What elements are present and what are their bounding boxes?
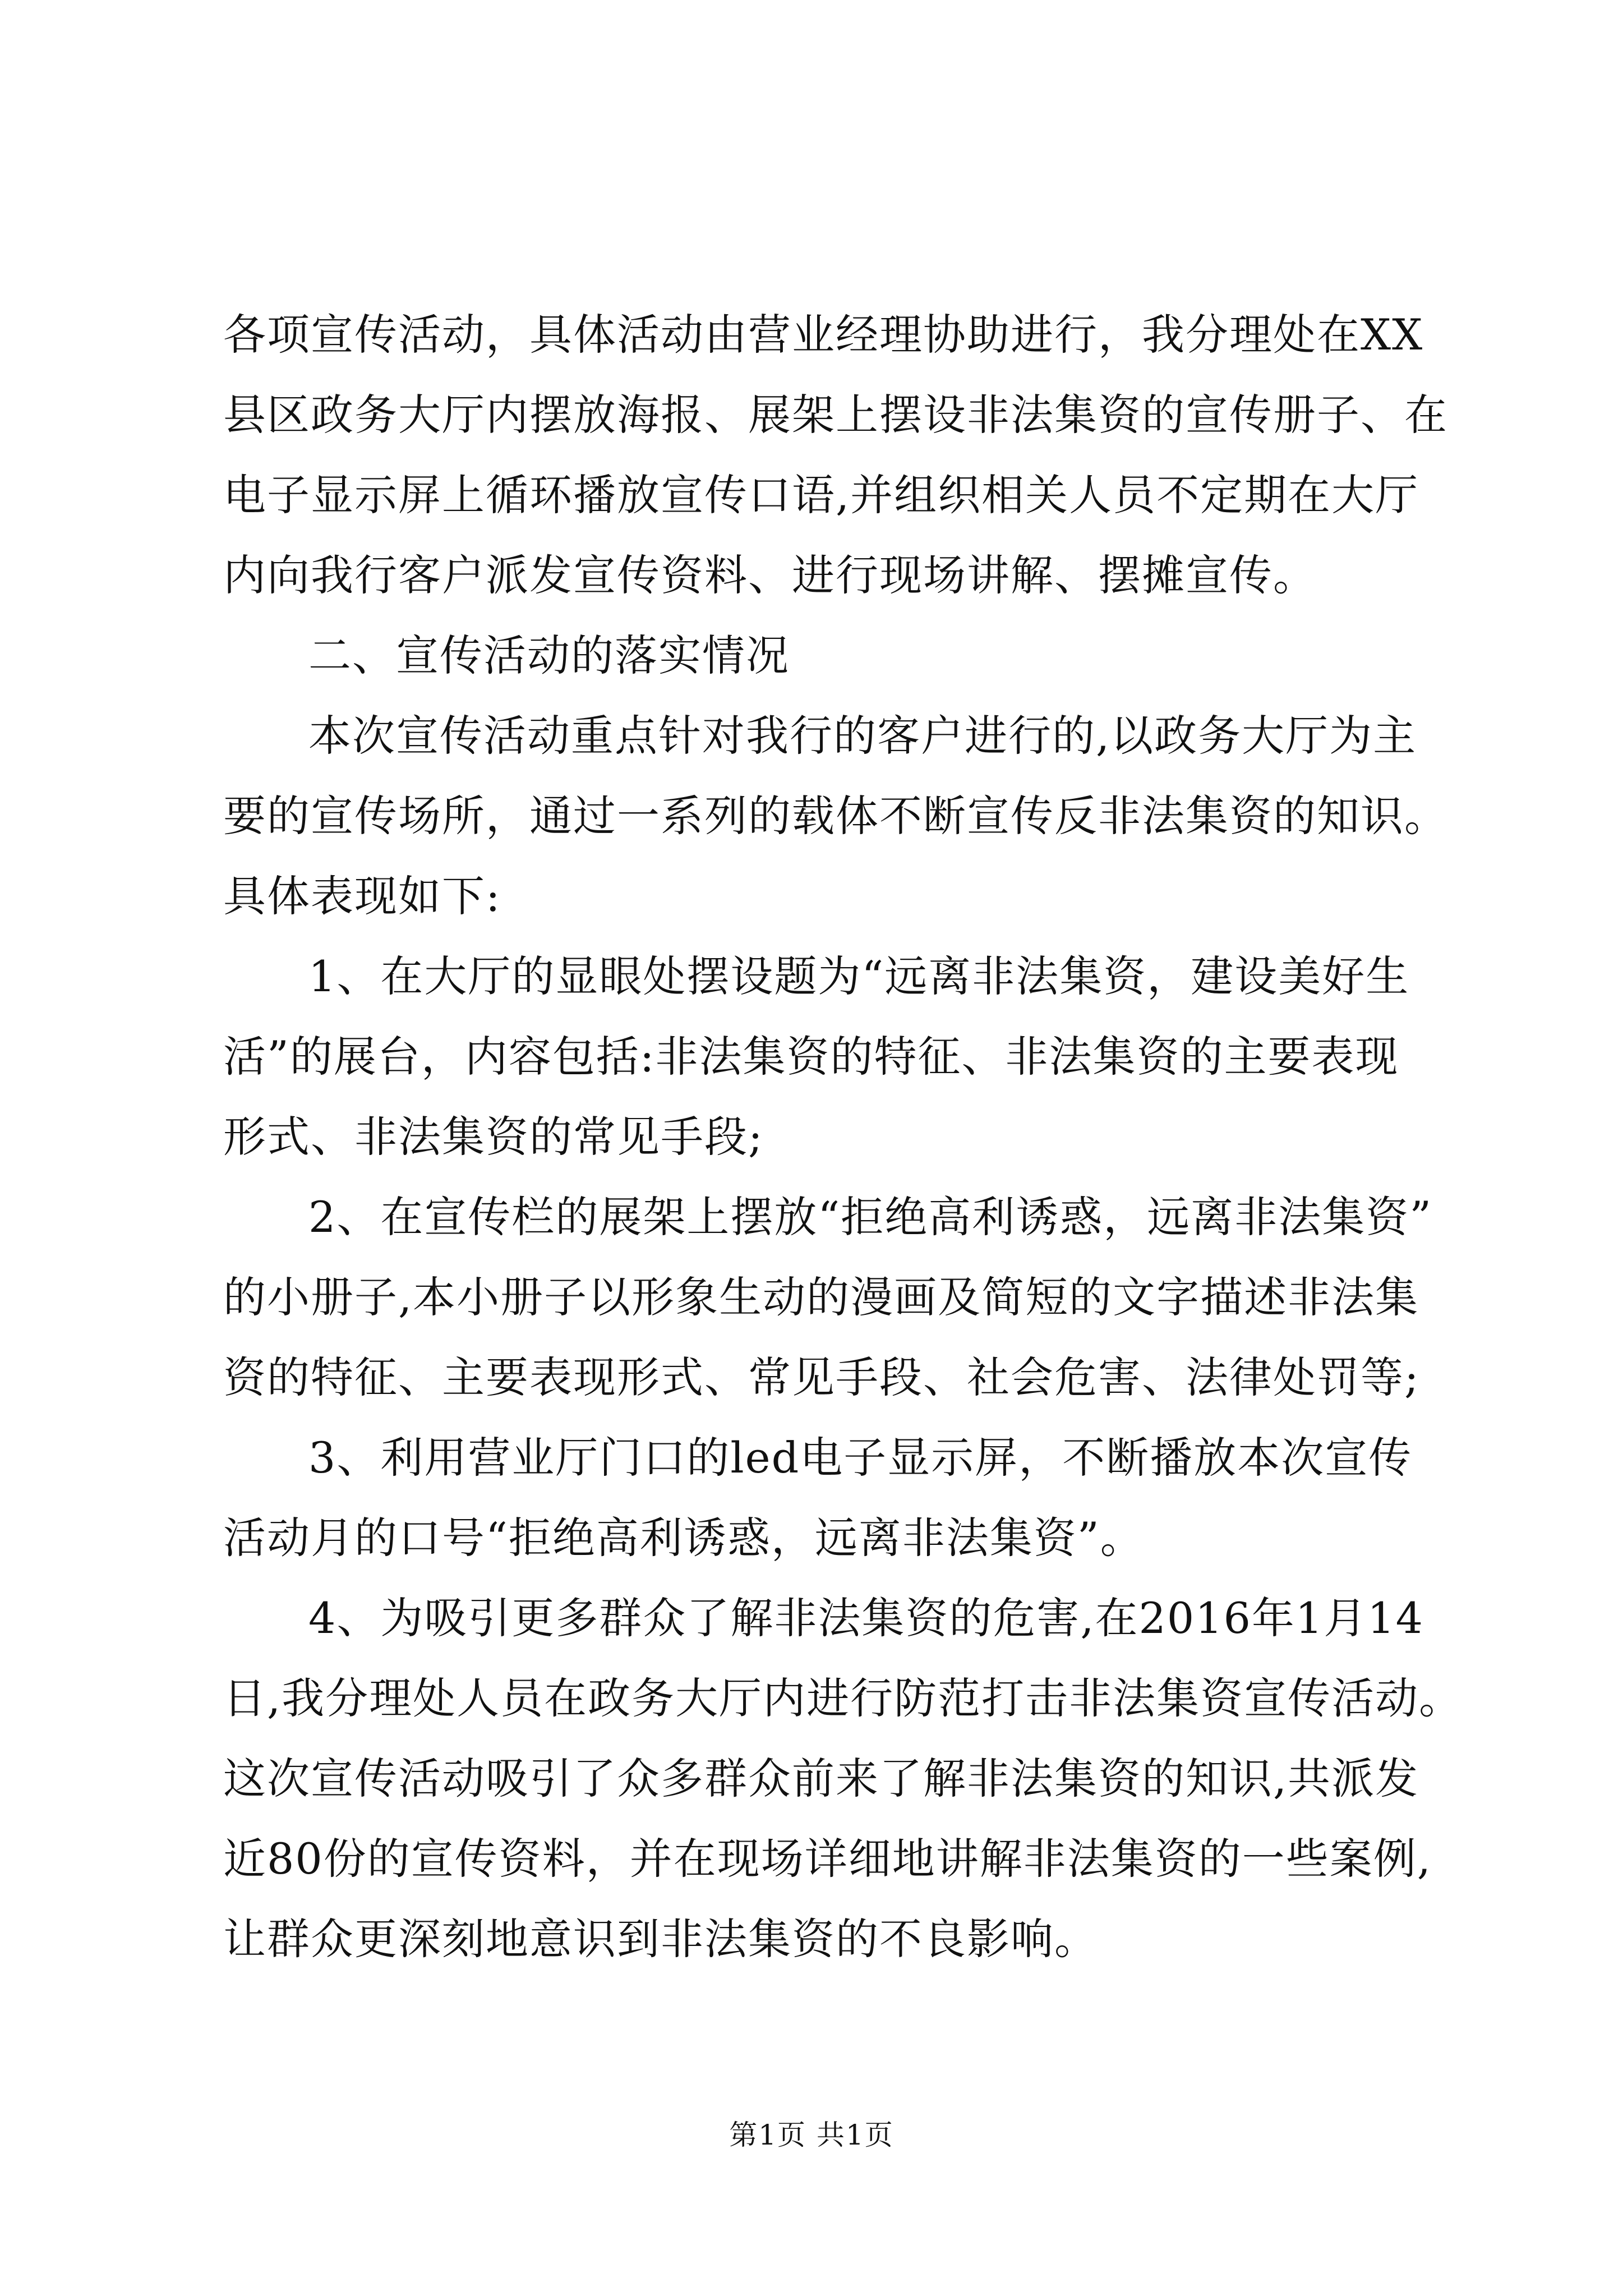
text-line: 电子显示屏上循环播放宣传口语,并组织相关人员不定期在大厅 (223, 470, 1419, 520)
list-item-1: 1、在大厅的显眼处摆设题为“远离非法集资，建设美好生 (308, 951, 1410, 1001)
page-footer: 第1页 共1页 (729, 2119, 894, 2151)
text-line: 活”的展台，内容包括:非法集资的特征、非法集资的主要表现 (223, 1032, 1399, 1082)
document-body (223, 295, 1463, 1979)
text-line: 活动月的口号“拒绝高利诱惑，远离非法集资”。 (223, 1513, 1144, 1563)
text-line: 近80份的宣传资料，并在现场详细地讲解非法集资的一些案例, (223, 1834, 1432, 1884)
list-item-2: 2、在宣传栏的展架上摆放“拒绝高利诱惑，远离非法集资” (308, 1192, 1433, 1242)
text-line: 县区政务大厅内摆放海报、展架上摆设非法集资的宣传册子、在 (223, 390, 1448, 440)
text-line: 具体表现如下: (223, 871, 501, 921)
text-line: 让群众更深刻地意识到非法集资的不良影响。 (223, 1914, 1098, 1964)
text-line: 这次宣传活动吸引了众多群众前来了解非法集资的知识,共派发 (223, 1754, 1419, 1803)
text-line: 内向我行客户派发宣传资料、进行现场讲解、摆摊宣传。 (223, 550, 1317, 600)
text-line: 要的宣传场所，通过一系列的载体不断宣传反非法集资的知识。 (223, 791, 1448, 841)
list-item-3: 3、利用营业厅门口的led电子显示屏，不断播放本次宣传 (308, 1433, 1413, 1483)
text-line: 资的特征、主要表现形式、常见手段、社会危害、法律处罚等; (223, 1352, 1420, 1402)
section-heading: 二、宣传活动的落实情况 (308, 631, 790, 680)
text-line: 的小册子,本小册子以形象生动的漫画及简短的文字描述非法集 (223, 1272, 1419, 1322)
list-item-4: 4、为吸引更多群众了解非法集资的危害,在2016年1月14 (308, 1593, 1424, 1643)
text-line: 形式、非法集资的常见手段; (223, 1112, 764, 1162)
text-line: 日,我分理处人员在政务大厅内进行防范打击非法集资宣传活动。 (223, 1673, 1463, 1723)
text-line: 本次宣传活动重点针对我行的客户进行的,以政务大厅为主 (308, 711, 1417, 761)
text-line: 各项宣传活动，具体活动由营业经理协助进行，我分理处在XX (223, 310, 1424, 360)
